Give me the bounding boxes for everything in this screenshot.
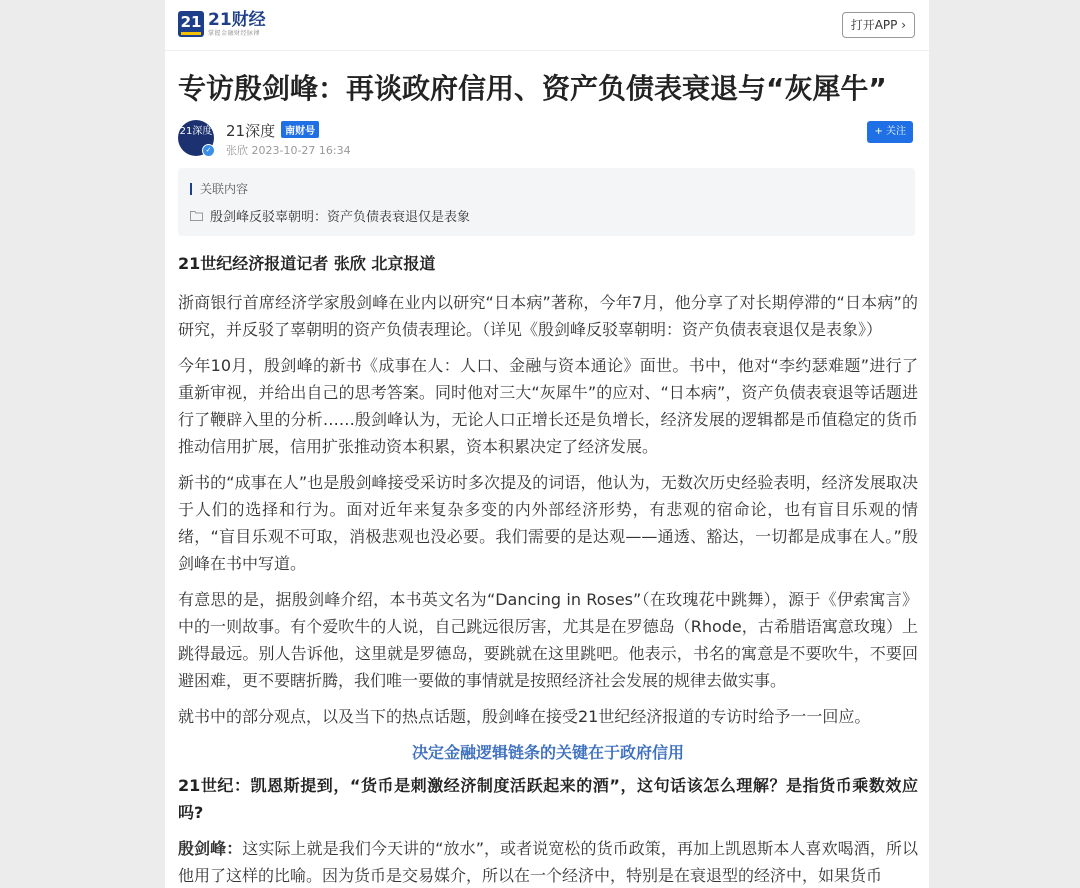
- author-badge: 南财号: [281, 121, 319, 138]
- follow-button[interactable]: + 关注: [867, 121, 913, 143]
- avatar-text: 21深度: [179, 126, 213, 137]
- interview-answer: [178, 835, 918, 888]
- author-avatar[interactable]: [178, 120, 214, 156]
- paragraph: 浙商银行首席经济学家殷剑峰在业内以研究“日本病”著称，今年7月，他分享了对长期停滞的“日本病”的研究，并反驳了辜朝明的资产负债表理论。（详见《殷剑峰反驳辜朝明：资产负债表衰退仅是表象》）: [178, 293, 918, 339]
- paragraph: 有意思的是，据殷剑峰介绍，本书英文名为“Dancing in Roses”（在玫瑰花中跳舞），源于《伊索寓言》中的一则故事。有个爱吹牛的人说，自己跳远很厉害，尤其是在罗德岛（Rhode，古希腊语寓意玫瑰）上跳得最远。别人告诉他，这里就是罗德岛，要跳就在这里跳吧。他表示，书名的寓意是不要吹牛，不要回避困难，更不要瞎折腾，我们唯一要做的事情就是按照经济社会发展的规律去做实事。: [178, 590, 918, 690]
- article-title: 专访殷剑峰：再谈政府信用、资产负债表衰退与“灰犀牛”: [178, 72, 887, 105]
- author-name[interactable]: 21深度: [226, 122, 276, 140]
- verified-icon: ✓: [202, 144, 215, 157]
- paragraph: 新书的“成事在人”也是殷剑峰接受采访时多次提及的词语，他认为，无数次历史经验表明，经济发展取决于人们的选择和行为。面对近年来复杂多变的内外部经济形势，有悲观的宿命论，也有盲目乐观的情绪，“盲目乐观不可取，消极悲观也没必要。我们需要的是达观——通透、豁达，一切都是成事在人。”殷剑峰在书中写道。: [178, 473, 918, 573]
- site-logo[interactable]: [178, 11, 266, 37]
- paragraph: 就书中的部分观点，以及当下的热点话题，殷剑峰在接受21世纪经济报道的专访时给予一一回应。: [178, 707, 871, 726]
- related-heading-label: 关联内容: [200, 182, 249, 196]
- logo-mark: 21: [178, 11, 204, 37]
- article-page: [165, 0, 929, 888]
- author-name-row: [226, 120, 319, 141]
- logo-slogan: 掌握金融财经脉搏: [208, 30, 261, 37]
- section-title: 决定金融逻辑链条的关键在于政府信用: [411, 743, 684, 762]
- related-heading: [190, 180, 248, 197]
- answer-text: 这实际上就是我们今天讲的“放水”，或者说宽松的货币政策，再加上凯恩斯本人喜欢喝酒，所以他用了这样的比喻。因为货币是交易媒介，所以在一个经济中，特别是在衰退型的经济中，如果货币: [178, 839, 918, 885]
- article-body: [178, 250, 918, 888]
- folder-icon: [190, 210, 203, 221]
- answer-speaker: 殷剑峰：: [178, 839, 243, 858]
- interview-question: 21世纪：凯恩斯提到，“货币是刺激经济制度活跃起来的酒”，这句话该怎么理解？是指货币乘数效应吗?: [178, 776, 918, 822]
- logo-text: [208, 11, 266, 37]
- open-app-button[interactable]: 打开APP ›: [842, 12, 915, 38]
- top-bar: [165, 0, 929, 51]
- paragraph: 今年10月，殷剑峰的新书《成事在人：人口、金融与资本通论》面世。书中，他对“李约瑟难题”进行了重新审视，并给出自己的思考答案。同时他对三大“灰犀牛”的应对、“日本病”，资产负债表衰退等话题进行了鞭辟入里的分析……殷剑峰认为，无论人口正增长还是负增长，经济发展的逻辑都是币值稳定的货币推动信用扩展，信用扩张推动资本积累，资本积累决定了经济发展。: [178, 356, 918, 456]
- logo-name: 21财经: [208, 10, 266, 30]
- heading-accent-bar: [190, 183, 192, 195]
- byline: 21世纪经济报道记者 张欣 北京报道: [178, 254, 436, 273]
- related-content-box: [178, 168, 915, 236]
- related-item[interactable]: [190, 206, 470, 225]
- related-item-label: 殷剑峰反驳辜朝明：资产负债表衰退仅是表象: [210, 210, 471, 225]
- article-meta: 张欣 2023-10-27 16:34: [226, 144, 351, 157]
